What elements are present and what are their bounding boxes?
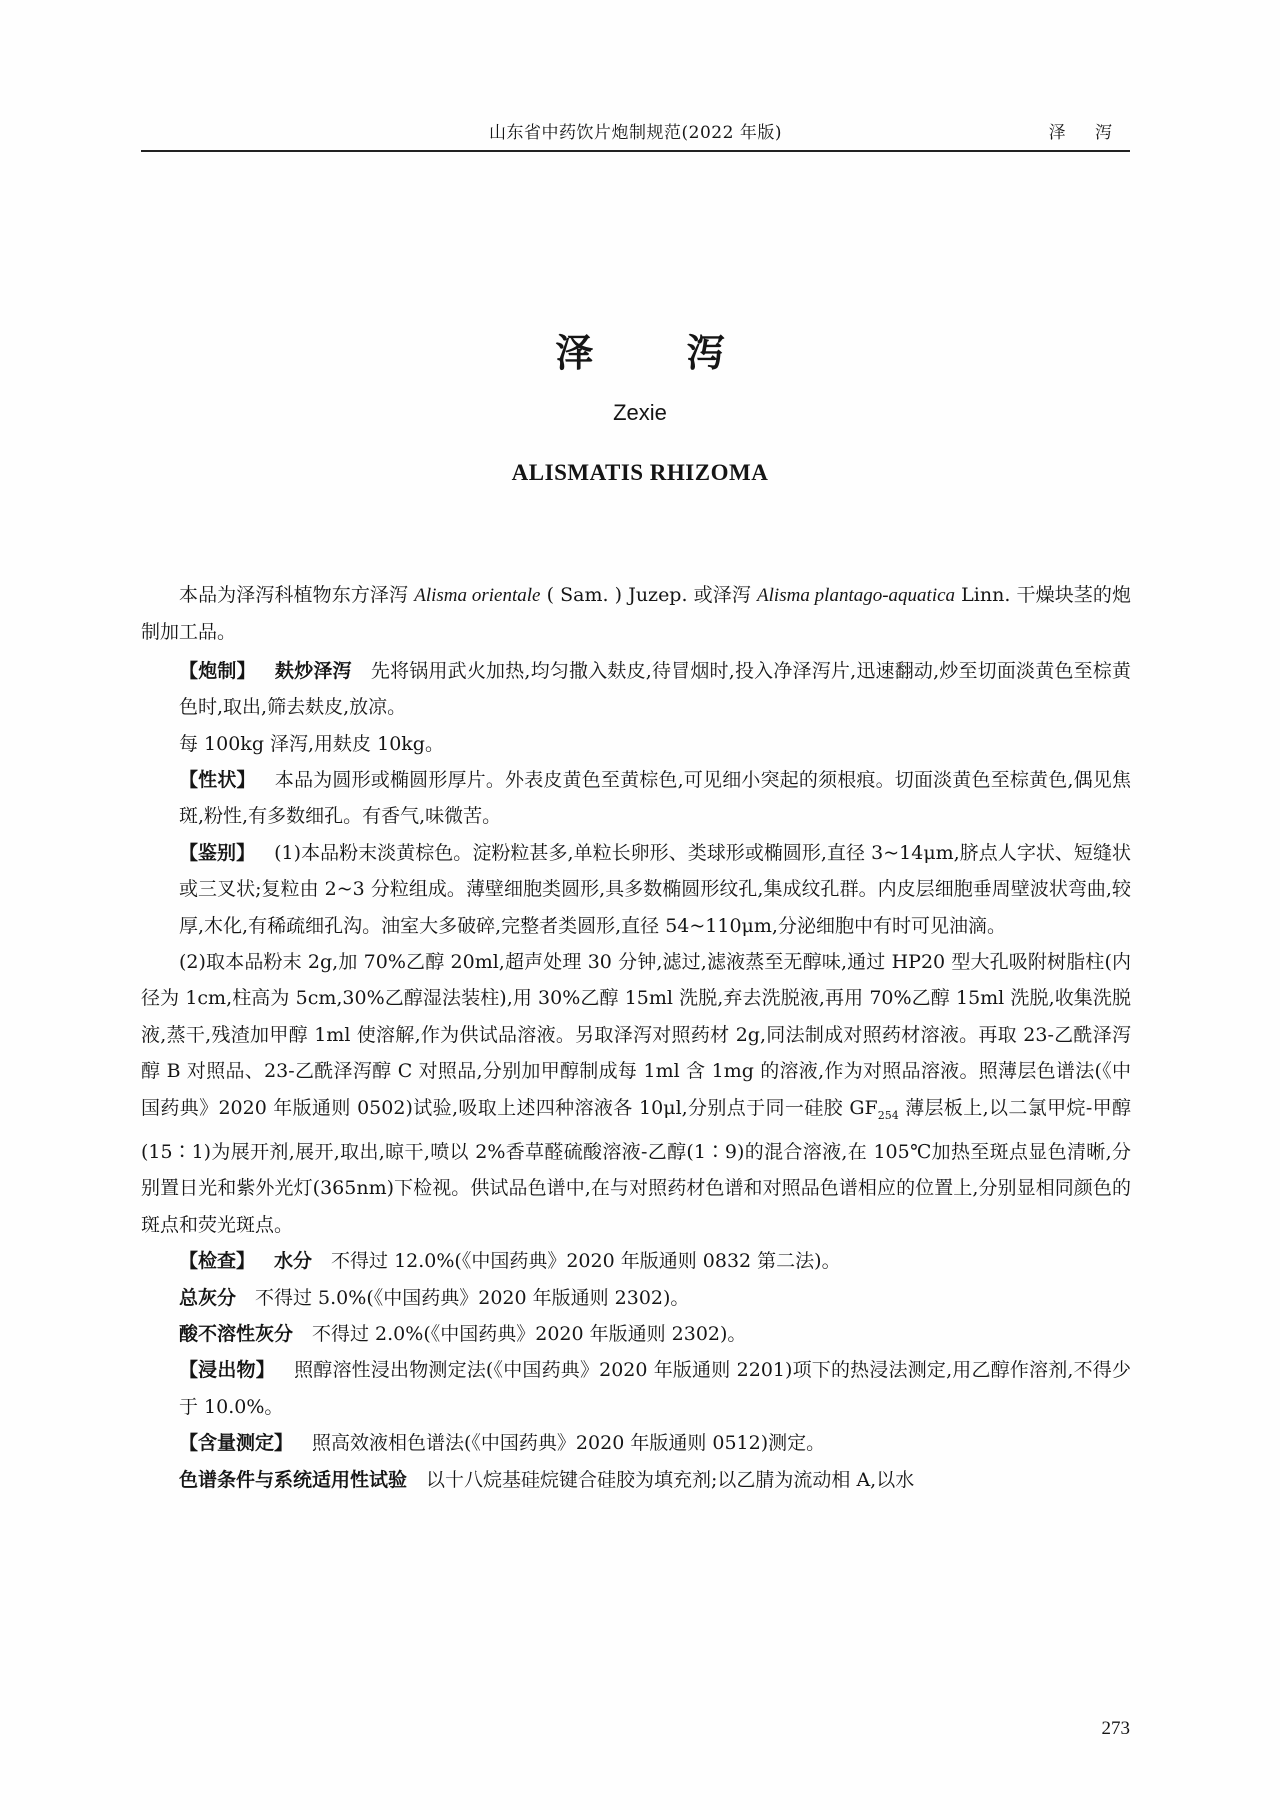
intro-text-3: Linn. 干燥块茎的炮制加工品。 xyxy=(141,584,1131,644)
extract-text: 照醇溶性浸出物测定法(《中国药典》2020 年版通则 2201)项下的热浸法测定,用乙醇作溶剂,不得少于 10.0%。 xyxy=(179,1359,1131,1418)
assay-paragraph xyxy=(141,1425,1131,1461)
species-name-1: Alisma orientale xyxy=(414,585,541,606)
characters-text: 本品为圆形或椭圆形厚片。外表皮黄色至黄棕色,可见细小突起的须根痕。切面淡黄色至棕黄色,偶见焦斑,粉性,有多数细孔。有香气,味微苦。 xyxy=(179,769,1131,828)
processing-ratio: 每 100kg 泽泻,用麸皮 10kg。 xyxy=(179,732,444,755)
processing-text: 先将锅用武火加热,均匀撒入麸皮,待冒烟时,投入净泽泻片,迅速翻动,炒至切面淡黄色至棕黄色时,取出,筛去麸皮,放凉。 xyxy=(179,659,1131,719)
species-name-2: Alisma plantago-aquatica xyxy=(757,585,956,606)
characters-paragraph xyxy=(141,762,1131,835)
conditions-text: 以十八烷基硅烷键合硅胶为填充剂;以乙腈为流动相 A,以水 xyxy=(426,1468,915,1491)
processing-method: 麸炒泽泻 xyxy=(274,659,352,682)
identification-item-2-text-a: (2)取本品粉末 2g,加 70%乙醇 20ml,超声处理 30 分钟,滤过,滤液蒸至无醇味,通过 HP20 型大孔吸附树脂柱(内径为 1cm,柱高为 5cm,30%乙醇湿法装柱),用 30%乙醇 15ml 洗脱,弃去洗脱液,再用 70%乙醇 15ml 洗脱,收集洗脱液,蒸干,残渣加甲醇 1ml 使溶解,作为供试品溶液。另取泽泻对照药材 2g,同法制成对照药材溶液。再取 23-乙酰泽泻醇 B 对照品、23-乙酰泽泻醇 C 对照品,分别加甲醇制成每 1ml 含 1mg 的溶液,作为对照品溶液。照薄层色谱法(《中国药典》2020 年版通则 0502)试验,吸取上述四种溶液各 10μl,分别点于同一硅胶 GF xyxy=(141,951,1131,1119)
monograph-body xyxy=(141,577,1131,1498)
identification-paragraph xyxy=(141,835,1131,944)
gf-subscript: 254 xyxy=(877,1108,899,1122)
page-number: 273 xyxy=(1101,1718,1130,1739)
identification-item-1: (1)本品粉末淡黄棕色。淀粉粒甚多,单粒长卵形、类球形或椭圆形,直径 3~14μm,脐点人字状、短缝状或三叉状;复粒由 2~3 分粒组成。薄壁细胞类圆形,具多数椭圆形纹孔,集成纹孔群。内皮层细胞垂周壁波状弯曲,较厚,木化,有稀疏细孔沟。油室大多破碎,完整者类圆形,直径 54~110μm,分泌细胞中有时可见油滴。 xyxy=(179,841,1131,937)
running-header xyxy=(141,110,1130,152)
assay-text: 照高效液相色谱法(《中国药典》2020 年版通则 0512)测定。 xyxy=(312,1432,826,1455)
inspection-total-ash xyxy=(141,1280,1131,1316)
intro-text-1: 本品为泽泻科植物东方泽泻 xyxy=(179,584,415,606)
identification-item-2-text-b: 薄层板上,以二氯甲烷-甲醇(15∶1)为展开剂,展开,取出,晾干,喷以 2%香草醛硫酸溶液-乙醇(1∶9)的混合溶液,在 105℃加热至斑点显色清晰,分别置日光和紫外光灯(365nm)下检视。供试品色谱中,在与对照药材色谱和对照品色谱相应的位置上,分别显相同颜色的斑点和荧光斑点。 xyxy=(141,1096,1131,1236)
water-text: 不得过 12.0%(《中国药典》2020 年版通则 0832 第二法)。 xyxy=(331,1250,841,1273)
extract-label: 【浸出物】 xyxy=(179,1359,275,1382)
characters-label: 【性状】 xyxy=(179,769,256,792)
processing-label: 【炮制】 xyxy=(179,659,256,682)
processing-paragraph xyxy=(141,653,1131,726)
header-section-title: 泽 泻 xyxy=(1048,123,1124,143)
total-ash-text: 不得过 5.0%(《中国药典》2020 年版通则 2302)。 xyxy=(255,1286,690,1309)
intro-paragraph xyxy=(141,577,1131,651)
header-book-title: 山东省中药饮片炮制规范(2022 年版) xyxy=(489,123,782,143)
title-chinese: 泽 泻 xyxy=(555,331,765,375)
inspection-water xyxy=(141,1243,1131,1279)
extract-paragraph xyxy=(141,1352,1131,1425)
acid-ash-label: 酸不溶性灰分 xyxy=(179,1322,294,1345)
conditions-label: 色谱条件与系统适用性试验 xyxy=(179,1468,408,1491)
intro-text-2: ( Sam. ) Juzep. 或泽泻 xyxy=(540,584,758,606)
identification-item-2 xyxy=(141,944,1131,1243)
water-label: 水分 xyxy=(274,1250,313,1273)
identification-label: 【鉴别】 xyxy=(179,841,256,864)
title-pinyin: Zexie xyxy=(613,400,667,425)
assay-label: 【含量测定】 xyxy=(179,1432,294,1455)
title-latin: ALISMATIS RHIZOMA xyxy=(511,460,769,485)
inspection-label: 【检查】 xyxy=(179,1250,256,1273)
acid-ash-text: 不得过 2.0%(《中国药典》2020 年版通则 2302)。 xyxy=(312,1322,747,1345)
chromatographic-conditions xyxy=(141,1462,1131,1498)
inspection-acid-ash xyxy=(141,1316,1131,1352)
total-ash-label: 总灰分 xyxy=(179,1286,237,1309)
